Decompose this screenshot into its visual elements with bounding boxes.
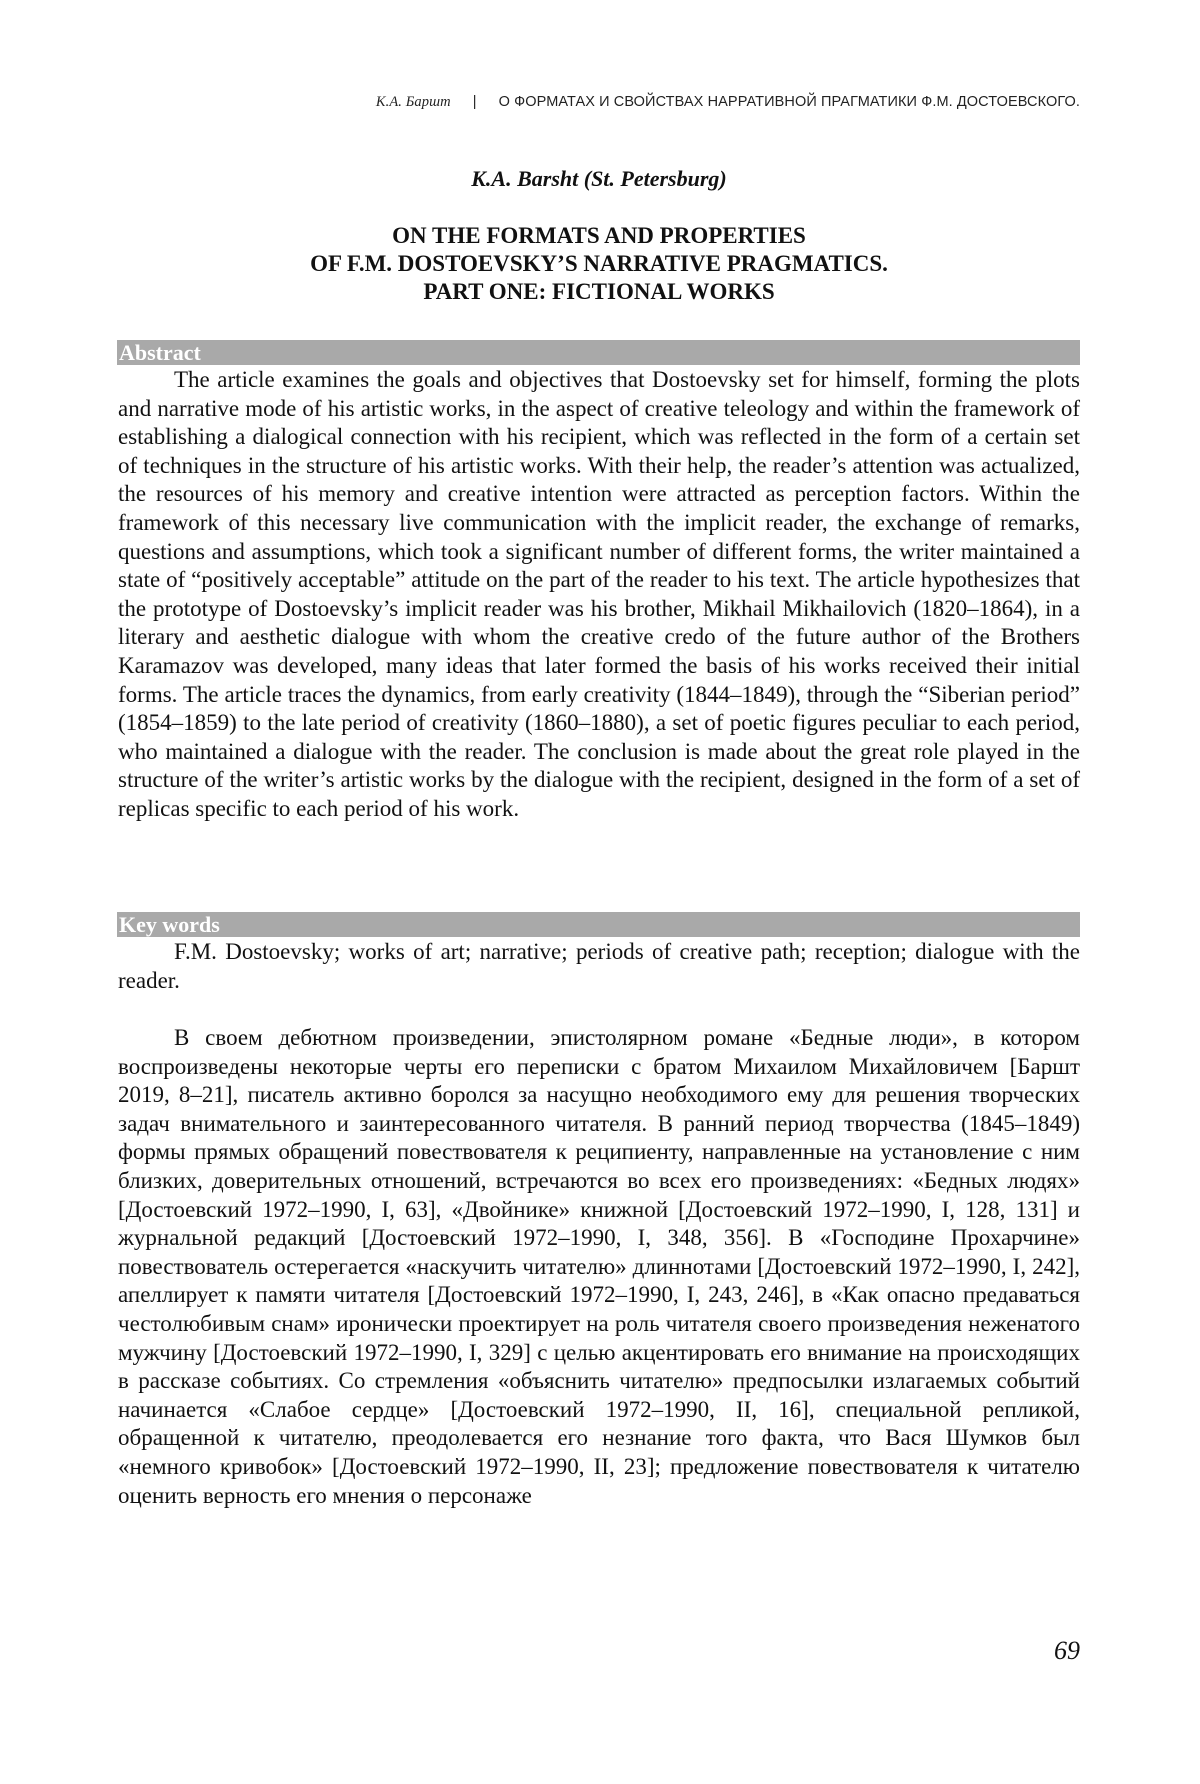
abstract-text: The article examines the goals and objectives that Dostoevsky set for himself, forming the plots and narrative mode of his artistic works, in the aspect of creative teleology and within the framework of establishing a dialogical connection with his recipient, which was reflected in the form of a certain set of techniques in the structure of his artistic works. With their help, the reader’s attention was actualized, the resources of his memory and creative intention were attracted as perception factors. Within the framework of this necessary live communication with the implicit reader, the exchange of remarks, questions and assumptions, which took a significant number of different forms, the writer maintained a state of “positively acceptable” attitude on the part of the reader to his text. The article hypothesizes that the prototype of Dostoevsky’s implicit reader was his brother, Mikhail Mikhailovich (1820–1864), in a literary and aesthetic dialogue with whom the creative credo of the future author of the Brothers Karamazov was developed, many ideas that later formed the basis of his works received their initial forms. The article traces the dynamics, from early creativity (1844–1849), through the “Siberian period” (1854–1859) to the late period of creativity (1860–1880), a set of poetic figures peculiar to each period, who maintained a dialogue with the reader. The conclusion is made about the great role played in the structure of the writer’s artistic works by the dialogue with the recipient, designed in the form of a set of replicas specific to each period of his work. <box>118 367 1080 821</box>
running-header-author: К.А. Баршт <box>375 94 451 110</box>
body-paragraph: В своем дебютном произведении, эпистолярном романе «Бедные люди», в котором воспроизведены некоторые черты его переписки с братом Михаилом Михайловичем [Баршт 2019, 8–21], писатель активно боролся за насущно необходимого ему для решения творческих задач внимательного и заинтересованного читателя. В ранний период творчества (1845–1849) формы прямых обращений повествователя к реципиенту, направленные на установление с ним близких, доверительных отношений, встречаются во всех его произведениях: «Бедных людях» [Достоевский 1972–1990, I, 63], «Двойнике» книжной [Достоевский 1972–1990, I, 128, 131] и журнальной редакций [Достоевский 1972–1990, I, 348, 356]. В «Господине Прохарчине» повествователь остерегается «наскучить читателю» длиннотами [Достоевский 1972–1990, I, 242], апеллирует к памяти читателя [Достоевский 1972–1990, I, 243, 246], в «Как опасно предаваться честолюбивым снам» иронически проектирует на роль читателя своего произведения неженатого мужчину [Достоевский 1972–1990, I, 329] с целью акцентировать его внимание на происходящих в рассказе событиях. Со стремления «объяснить читателю» предпосылки излагаемых событий начинается «Слабое сердце» [Достоевский 1972–1990, II, 16], специальной репликой, обращенной к читателю, преодолевается его незнание того факта, что Вася Шумков был «немного кривобок» [Достоевский 1972–1990, II, 23]; предложение повествователя к читателю оценить верность его мнения о персонаже <box>118 1025 1080 1508</box>
article-title-line: PART ONE: FICTIONAL WORKS <box>423 279 775 304</box>
page-number: 69 <box>1054 1636 1080 1665</box>
running-header <box>118 94 1080 111</box>
article-title <box>118 222 1080 306</box>
running-header-title: О ФОРМАТАХ И СВОЙСТВАХ НАРРАТИВНОЙ ПРАГМАТИКИ Ф.М. ДОСТОЕВСКОГО. <box>498 94 1080 110</box>
article-title-line: ON THE FORMATS AND PROPERTIES <box>392 223 806 248</box>
running-header-separator: | <box>472 94 477 110</box>
keywords-heading: Key words <box>117 912 1080 937</box>
article-title-line: OF F.M. DOSTOEVSKY’S NARRATIVE PRAGMATICS. <box>310 251 888 276</box>
abstract-heading: Abstract <box>117 340 1080 365</box>
article-author: K.A. Barsht (St. Petersburg) <box>471 166 727 191</box>
keywords-text: F.M. Dostoevsky; works of art; narrative; periods of creative path; reception; dialogue with the reader. <box>118 939 1080 993</box>
